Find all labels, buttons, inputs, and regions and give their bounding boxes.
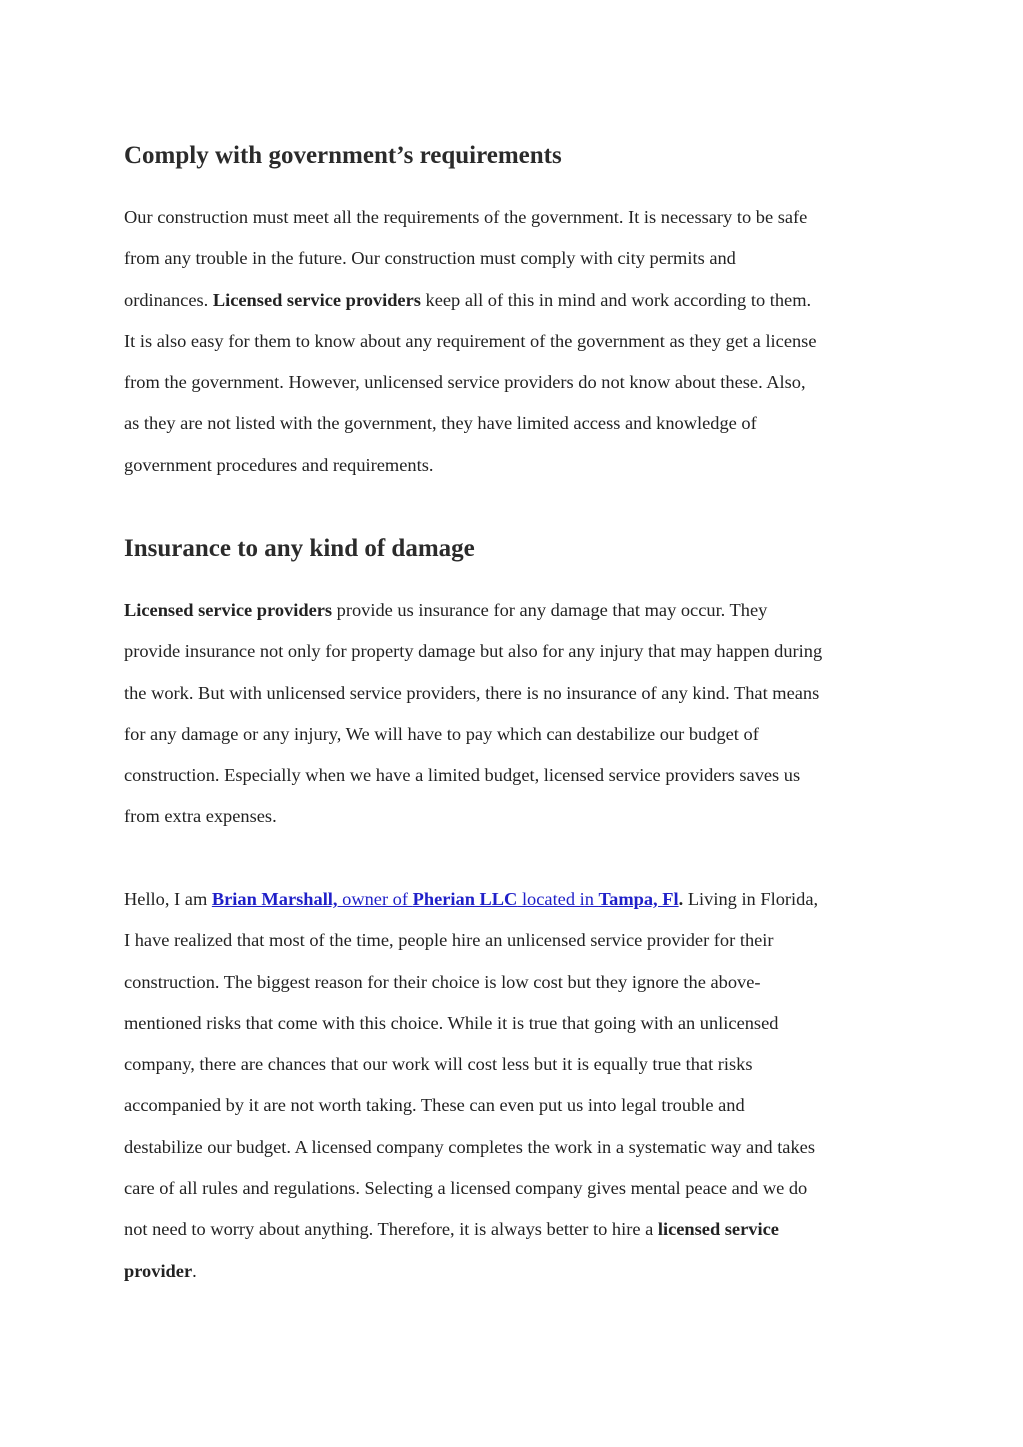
location-name: Tampa, Fl <box>598 889 679 909</box>
text-line: as they are not listed with the government, they have limited access and knowledge of <box>124 413 757 434</box>
text-line: government procedures and requirements. <box>124 454 434 475</box>
text-span: . <box>192 1260 197 1281</box>
author-name: Brian Marshall, <box>211 889 338 909</box>
text-line: from the government. However, unlicensed service providers do not know about these. Also, <box>124 372 806 393</box>
text-line: care of all rules and regulations. Selecting a licensed company gives mental peace and we do <box>124 1178 808 1199</box>
bold-term: provider <box>124 1260 193 1281</box>
author-link[interactable] <box>212 889 679 909</box>
bold-term: Licensed service providers <box>212 289 421 310</box>
bold-term: licensed service <box>657 1219 779 1240</box>
text-line: the work. But with unlicensed service providers, there is no insurance of any kind. That means <box>124 682 820 703</box>
text-line: Our construction must meet all the requirements of the government. It is necessary to be safe <box>124 207 808 227</box>
section-heading-insurance: Insurance to any kind of damage <box>124 535 475 562</box>
text-line: accompanied by it are not worth taking. These can even put us into legal trouble and <box>124 1095 745 1116</box>
period: . <box>678 889 684 909</box>
company-name: Pherian LLC <box>412 889 518 909</box>
paragraph-government <box>124 197 909 486</box>
text-line <box>124 1251 909 1292</box>
text-line: company, there are chances that our work will cost less but it is equally true that risks <box>124 1054 753 1075</box>
text-span: Living in Florida, <box>683 889 819 909</box>
text-line <box>124 879 909 920</box>
text-line: construction. Especially when we have a limited budget, licensed service providers saves us <box>124 765 801 786</box>
link-text: owner of <box>337 889 413 909</box>
text-line: for any damage or any injury, We will have to pay which can destabilize our budget of <box>124 723 759 744</box>
text-line: It is also easy for them to know about any requirement of the government as they get a license <box>124 330 817 351</box>
text-line: provide insurance not only for property damage but also for any injury that may happen during <box>124 641 823 662</box>
text-line <box>124 280 909 321</box>
link-text: located in <box>517 889 599 909</box>
text-span: keep all of this in mind and work according to them. <box>420 289 812 310</box>
text-span: ordinances. <box>124 289 213 310</box>
text-line: from extra expenses. <box>124 806 277 827</box>
text-line <box>124 1209 909 1250</box>
text-line: destabilize our budget. A licensed company completes the work in a systematic way and takes <box>124 1136 815 1157</box>
text-line <box>124 590 909 631</box>
text-span: not need to worry about anything. Therefore, it is always better to hire a <box>124 1219 658 1240</box>
text-span: provide us insurance for any damage that may occur. They <box>332 600 768 620</box>
text-line: mentioned risks that come with this choice. While it is true that going with an unlicensed <box>124 1012 779 1033</box>
text-line: construction. The biggest reason for their choice is low cost but they ignore the above- <box>124 971 761 992</box>
paragraph-author <box>124 879 909 1292</box>
text-span: Hello, I am <box>124 889 212 909</box>
paragraph-insurance <box>124 590 909 838</box>
text-line: I have realized that most of the time, people hire an unlicensed service provider for their <box>124 930 774 951</box>
section-heading-government: Comply with government’s requirements <box>124 142 562 169</box>
bold-term: Licensed service providers <box>124 600 333 620</box>
text-line: from any trouble in the future. Our construction must comply with city permits and <box>124 248 736 269</box>
